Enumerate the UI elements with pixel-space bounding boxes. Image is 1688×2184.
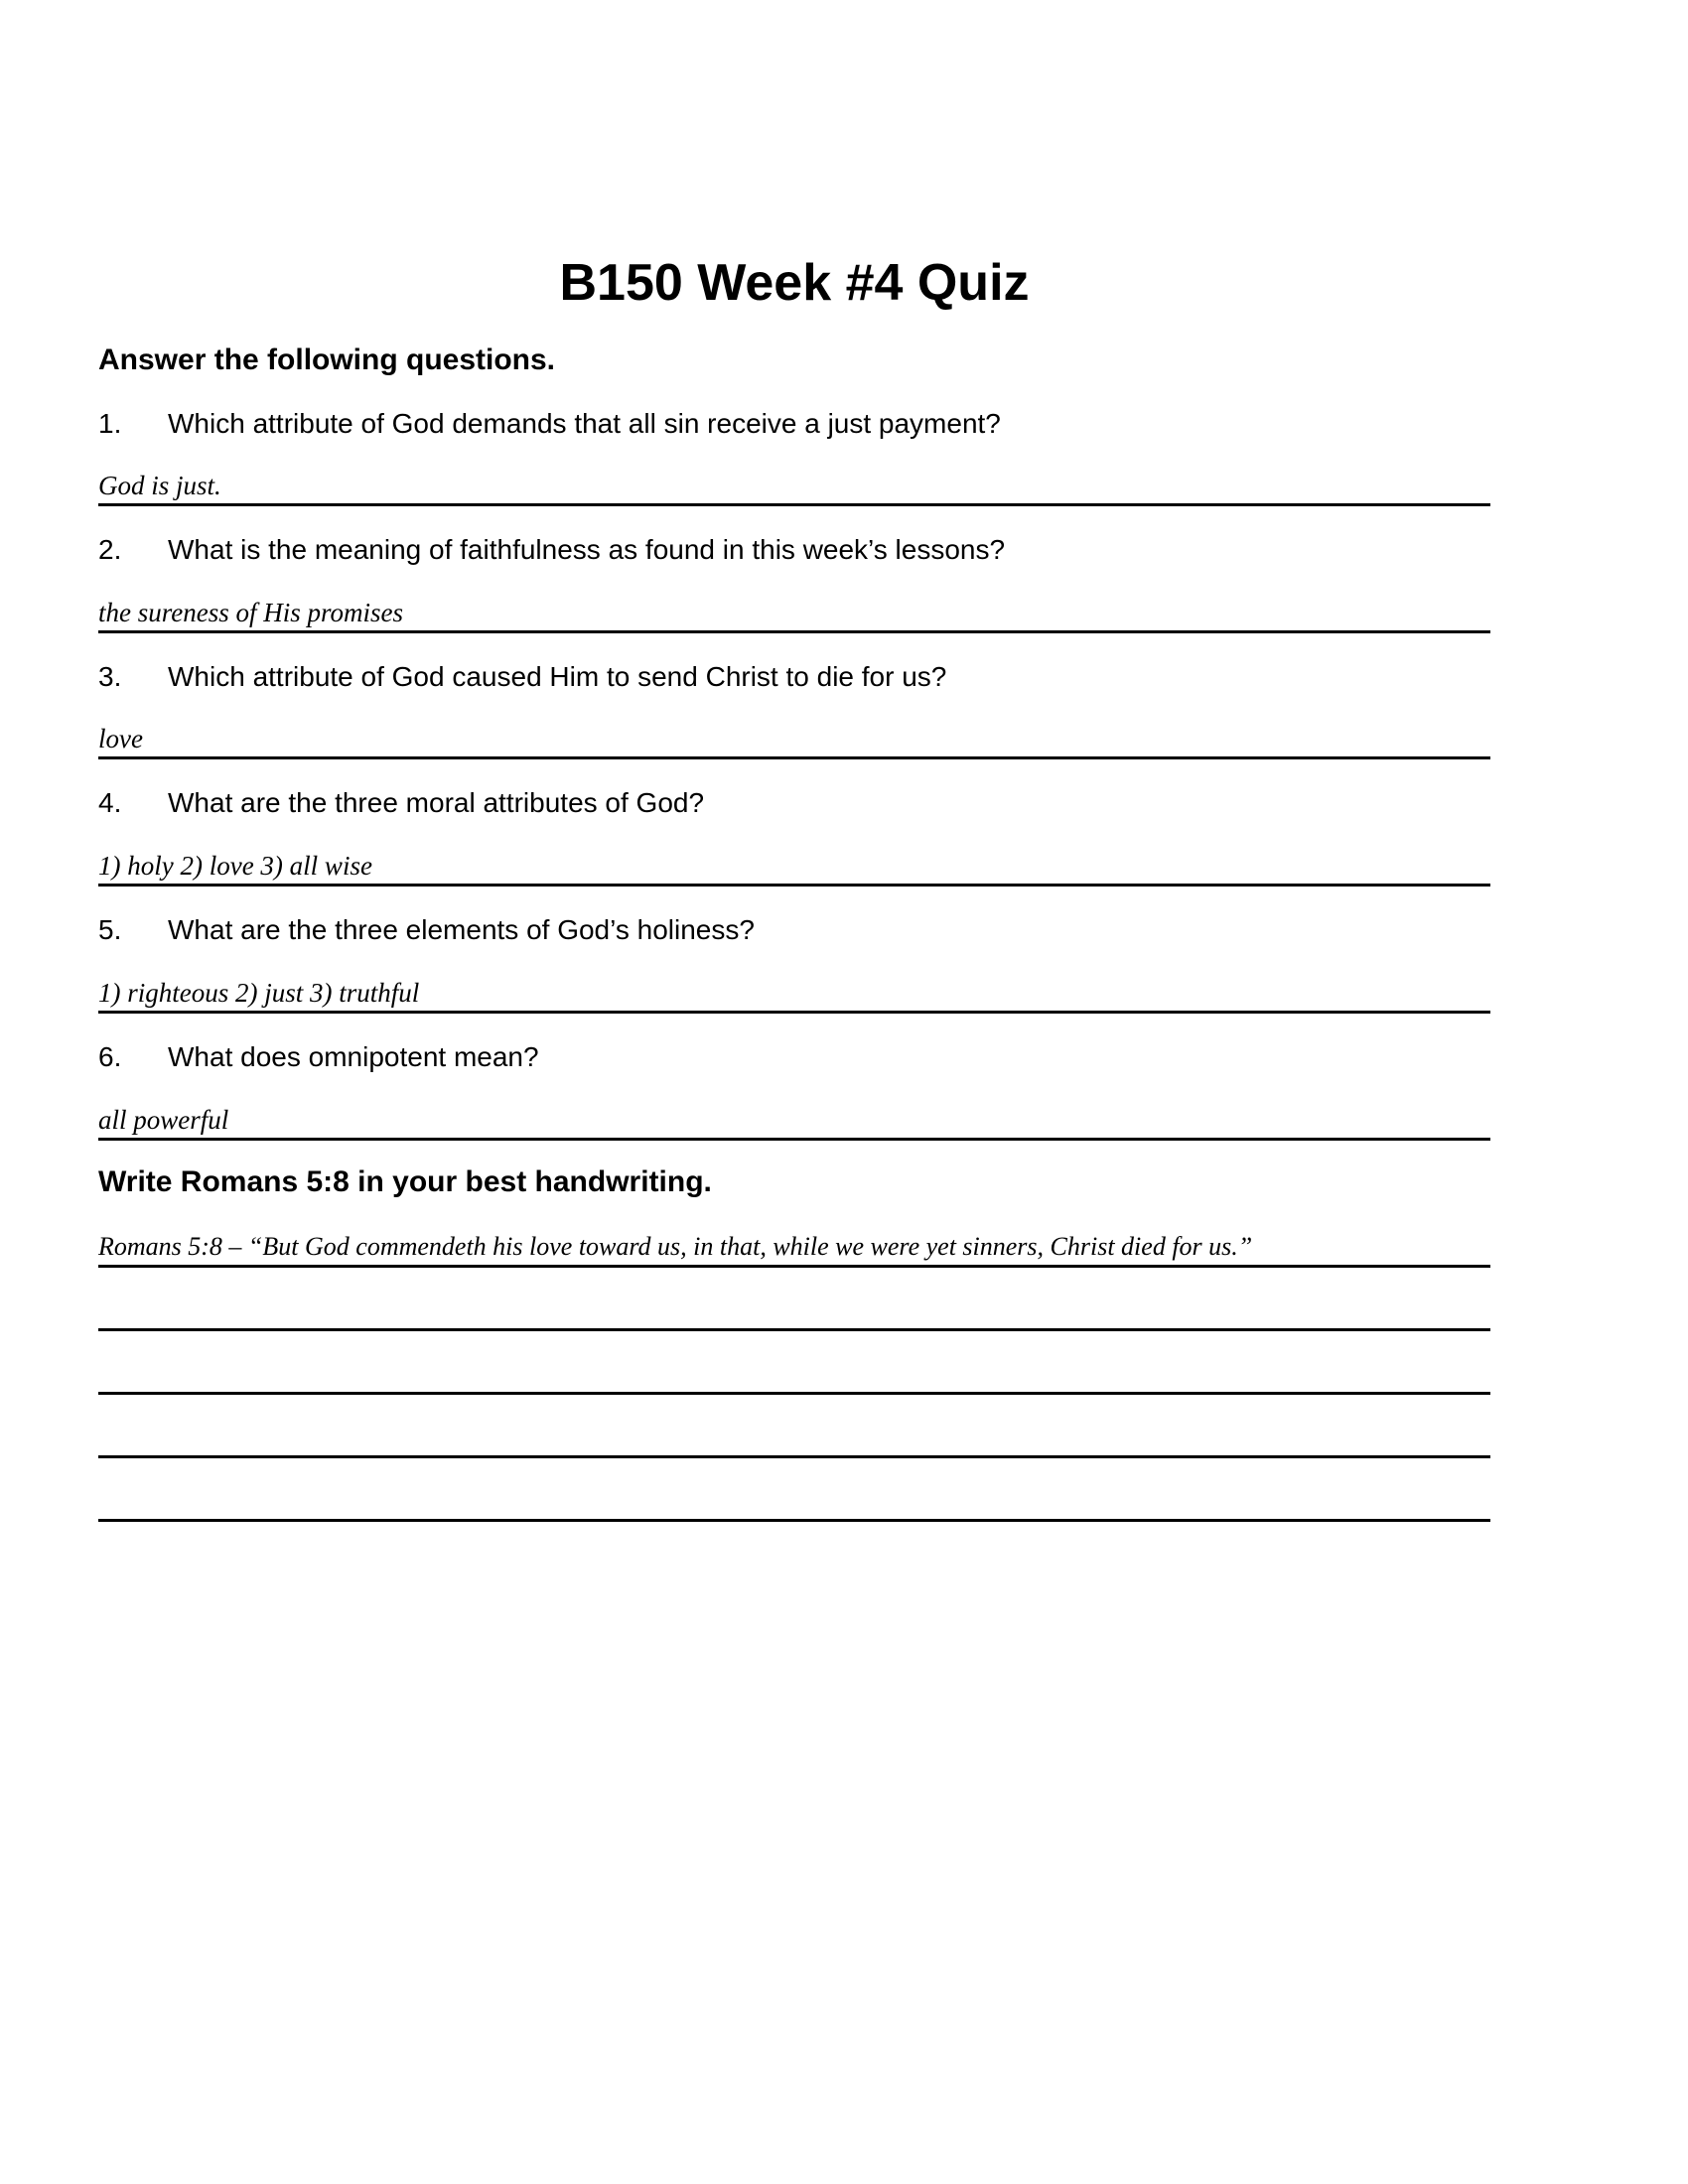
question-6	[98, 1040, 539, 1074]
question-3	[98, 660, 946, 694]
answer-line-2[interactable]	[98, 594, 1490, 633]
question-number: 6.	[98, 1041, 122, 1072]
question-1	[98, 407, 1001, 441]
question-text: What are the three elements of God’s holiness?	[168, 914, 755, 945]
handwriting-line-4[interactable]	[98, 1419, 1490, 1458]
answer-text: 1) holy 2) love 3) all wise	[98, 851, 372, 881]
question-number: 1.	[98, 408, 122, 439]
answer-line-3[interactable]	[98, 720, 1490, 759]
handwriting-line-1[interactable]	[98, 1228, 1490, 1268]
question-text: Which attribute of God demands that all sin receive a just payment?	[168, 408, 1001, 439]
answer-line-1[interactable]	[98, 467, 1490, 506]
answer-line-6[interactable]	[98, 1101, 1490, 1141]
handwriting-line-2[interactable]	[98, 1292, 1490, 1331]
answer-text: love	[98, 724, 143, 753]
handwriting-line-3[interactable]	[98, 1355, 1490, 1395]
handwriting-heading: Write Romans 5:8 in your best handwriting.	[98, 1165, 712, 1198]
answer-text: the sureness of His promises	[98, 598, 403, 627]
question-2	[98, 533, 1005, 567]
instructions-heading: Answer the following questions.	[98, 343, 556, 376]
question-text: What does omnipotent mean?	[168, 1041, 539, 1072]
handwriting-line-5[interactable]	[98, 1482, 1490, 1522]
answer-text: all powerful	[98, 1105, 229, 1135]
question-number: 3.	[98, 661, 122, 692]
question-number: 5.	[98, 914, 122, 945]
question-text: What are the three moral attributes of God?	[168, 787, 705, 818]
answer-line-5[interactable]	[98, 974, 1490, 1014]
question-text: What is the meaning of faithfulness as found in this week’s lessons?	[168, 534, 1006, 565]
answer-line-4[interactable]	[98, 847, 1490, 887]
question-number: 2.	[98, 534, 122, 565]
question-text: Which attribute of God caused Him to send Christ to die for us?	[168, 661, 947, 692]
question-4	[98, 786, 704, 820]
answer-text: God is just.	[98, 471, 221, 500]
verse-text: Romans 5:8 – “But God commendeth his love toward us, in that, while we were yet sinners, Christ died for us.”	[98, 1232, 1253, 1261]
page-title: B150 Week #4 Quiz	[559, 254, 1030, 312]
question-5	[98, 913, 755, 947]
question-number: 4.	[98, 787, 122, 818]
answer-text: 1) righteous 2) just 3) truthful	[98, 978, 420, 1008]
